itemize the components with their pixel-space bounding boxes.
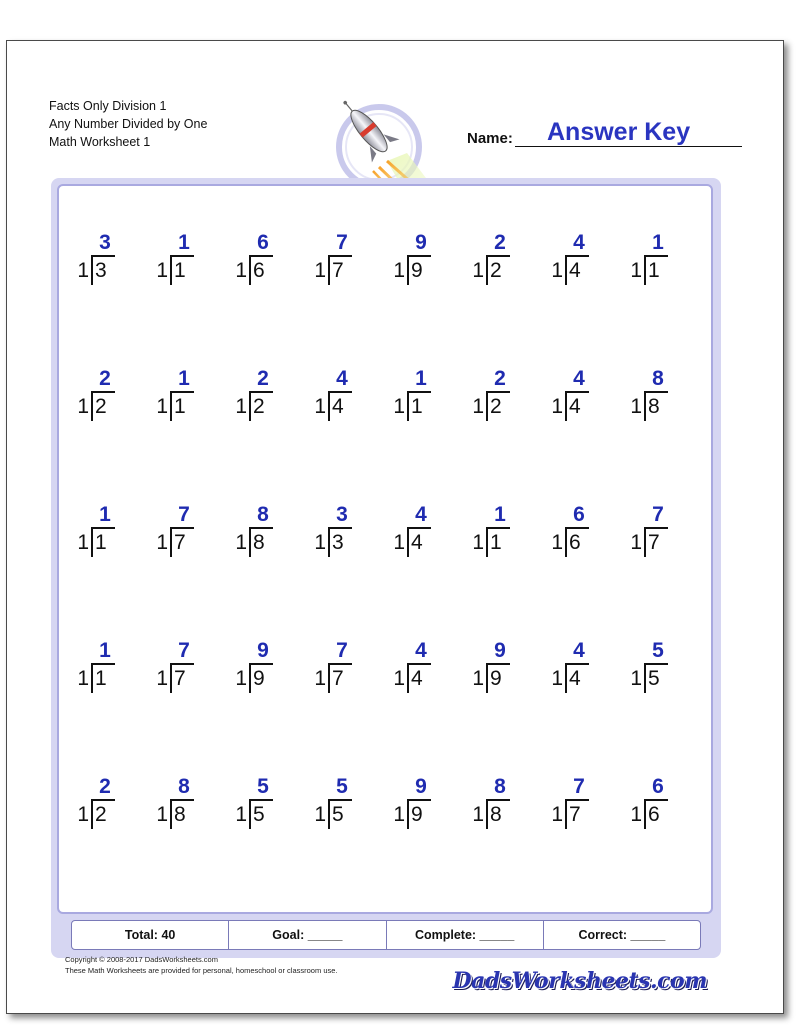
score-total: Total: 40 bbox=[72, 921, 229, 949]
division-problem bbox=[389, 504, 449, 564]
division-problem bbox=[468, 368, 528, 428]
worksheet-header bbox=[49, 97, 207, 151]
score-correct[interactable]: Correct: _____ bbox=[578, 928, 666, 942]
division-problem bbox=[231, 504, 291, 564]
dividend: 5 bbox=[253, 803, 265, 826]
quotient-answer: 1 bbox=[652, 231, 664, 254]
quotient-answer: 7 bbox=[178, 639, 190, 662]
divisor: 1 bbox=[77, 259, 89, 282]
quotient-answer: 4 bbox=[415, 503, 427, 526]
quotient-answer: 5 bbox=[257, 775, 269, 798]
divisor: 1 bbox=[630, 531, 642, 554]
division-problem bbox=[231, 776, 291, 836]
division-problem bbox=[310, 504, 370, 564]
divisor: 1 bbox=[156, 667, 168, 690]
quotient-answer: 3 bbox=[99, 231, 111, 254]
divisor: 1 bbox=[314, 667, 326, 690]
divisor: 1 bbox=[551, 259, 563, 282]
division-problem bbox=[73, 504, 133, 564]
quotient-answer: 2 bbox=[494, 367, 506, 390]
quotient-answer: 1 bbox=[99, 503, 111, 526]
dividend: 2 bbox=[95, 803, 107, 826]
dividend: 9 bbox=[411, 259, 423, 282]
worksheet-title: Facts Only Division 1 bbox=[49, 99, 167, 113]
division-problem bbox=[547, 368, 607, 428]
dividend: 2 bbox=[253, 395, 265, 418]
divisor: 1 bbox=[472, 667, 484, 690]
division-problem bbox=[310, 232, 370, 292]
divisor: 1 bbox=[235, 803, 247, 826]
problem-row bbox=[73, 368, 693, 504]
dividend: 2 bbox=[95, 395, 107, 418]
divisor: 1 bbox=[77, 803, 89, 826]
division-problem bbox=[73, 776, 133, 836]
divisor: 1 bbox=[156, 803, 168, 826]
division-problem bbox=[231, 368, 291, 428]
divisor: 1 bbox=[314, 531, 326, 554]
divisor: 1 bbox=[156, 531, 168, 554]
division-problem bbox=[547, 232, 607, 292]
divisor: 1 bbox=[77, 531, 89, 554]
quotient-answer: 4 bbox=[573, 231, 585, 254]
dividend: 3 bbox=[332, 531, 344, 554]
problem-grid bbox=[73, 232, 693, 912]
dividend: 8 bbox=[174, 803, 186, 826]
division-problem bbox=[310, 640, 370, 700]
dividend: 4 bbox=[332, 395, 344, 418]
quotient-answer: 4 bbox=[573, 639, 585, 662]
divisor: 1 bbox=[314, 803, 326, 826]
dividend: 6 bbox=[253, 259, 265, 282]
divisor: 1 bbox=[551, 395, 563, 418]
dividend: 9 bbox=[253, 667, 265, 690]
dividend: 5 bbox=[332, 803, 344, 826]
dividend: 1 bbox=[648, 259, 660, 282]
dividend: 1 bbox=[490, 531, 502, 554]
divisor: 1 bbox=[472, 531, 484, 554]
divisor: 1 bbox=[551, 667, 563, 690]
quotient-answer: 1 bbox=[415, 367, 427, 390]
dividend: 8 bbox=[648, 395, 660, 418]
dividend: 5 bbox=[648, 667, 660, 690]
divisor: 1 bbox=[156, 395, 168, 418]
divisor: 1 bbox=[630, 667, 642, 690]
dividend: 1 bbox=[411, 395, 423, 418]
quotient-answer: 2 bbox=[257, 367, 269, 390]
problem-row bbox=[73, 232, 693, 368]
division-problem bbox=[547, 504, 607, 564]
division-problem bbox=[626, 776, 686, 836]
quotient-answer: 2 bbox=[99, 367, 111, 390]
quotient-answer: 2 bbox=[99, 775, 111, 798]
division-problem bbox=[73, 640, 133, 700]
dividend: 1 bbox=[95, 531, 107, 554]
score-complete[interactable]: Complete: _____ bbox=[387, 921, 544, 949]
dividend: 9 bbox=[411, 803, 423, 826]
dividend: 2 bbox=[490, 395, 502, 418]
division-problem bbox=[468, 776, 528, 836]
copyright-block bbox=[65, 954, 338, 976]
answer-key-label: Answer Key bbox=[547, 118, 691, 146]
division-problem bbox=[626, 504, 686, 564]
name-field[interactable] bbox=[467, 113, 742, 147]
division-problem bbox=[468, 504, 528, 564]
quotient-answer: 6 bbox=[257, 231, 269, 254]
division-problem bbox=[626, 640, 686, 700]
divisor: 1 bbox=[77, 395, 89, 418]
division-problem bbox=[389, 232, 449, 292]
problem-row bbox=[73, 504, 693, 640]
division-problem bbox=[73, 368, 133, 428]
quotient-answer: 9 bbox=[415, 775, 427, 798]
division-problem bbox=[389, 368, 449, 428]
dividend: 1 bbox=[174, 395, 186, 418]
dividend: 7 bbox=[174, 667, 186, 690]
division-problem bbox=[231, 640, 291, 700]
dividend: 2 bbox=[490, 259, 502, 282]
division-problem bbox=[468, 232, 528, 292]
divisor: 1 bbox=[393, 667, 405, 690]
quotient-answer: 8 bbox=[494, 775, 506, 798]
quotient-answer: 1 bbox=[178, 367, 190, 390]
quotient-answer: 6 bbox=[573, 503, 585, 526]
quotient-answer: 6 bbox=[652, 775, 664, 798]
divisor: 1 bbox=[393, 395, 405, 418]
dividend: 1 bbox=[174, 259, 186, 282]
divisor: 1 bbox=[235, 395, 247, 418]
score-bar bbox=[71, 920, 701, 950]
division-problem bbox=[626, 232, 686, 292]
quotient-answer: 4 bbox=[336, 367, 348, 390]
division-problem bbox=[73, 232, 133, 292]
division-problem bbox=[231, 232, 291, 292]
worksheet-number: Math Worksheet 1 bbox=[49, 135, 151, 149]
quotient-answer: 5 bbox=[336, 775, 348, 798]
dividend: 6 bbox=[648, 803, 660, 826]
divisor: 1 bbox=[393, 803, 405, 826]
dividend: 8 bbox=[253, 531, 265, 554]
quotient-answer: 7 bbox=[336, 639, 348, 662]
dividend: 4 bbox=[411, 531, 423, 554]
division-problem bbox=[152, 368, 212, 428]
name-label: Name: bbox=[467, 130, 513, 147]
dividend: 7 bbox=[332, 259, 344, 282]
division-problem bbox=[547, 776, 607, 836]
quotient-answer: 9 bbox=[415, 231, 427, 254]
divisor: 1 bbox=[156, 259, 168, 282]
quotient-answer: 8 bbox=[652, 367, 664, 390]
quotient-answer: 4 bbox=[415, 639, 427, 662]
quotient-answer: 1 bbox=[494, 503, 506, 526]
division-problem bbox=[152, 504, 212, 564]
divisor: 1 bbox=[235, 259, 247, 282]
worksheet-page bbox=[6, 40, 784, 1014]
problems-panel-inner bbox=[57, 184, 713, 914]
dividend: 6 bbox=[569, 531, 581, 554]
division-problem bbox=[152, 232, 212, 292]
dividend: 8 bbox=[490, 803, 502, 826]
division-problem bbox=[152, 776, 212, 836]
quotient-answer: 7 bbox=[336, 231, 348, 254]
copyright-text: Copyright © 2008-2017 DadsWorksheets.com bbox=[65, 955, 218, 964]
quotient-answer: 4 bbox=[573, 367, 585, 390]
divisor: 1 bbox=[472, 259, 484, 282]
quotient-answer: 8 bbox=[257, 503, 269, 526]
problem-row bbox=[73, 776, 693, 912]
divisor: 1 bbox=[551, 803, 563, 826]
divisor: 1 bbox=[235, 531, 247, 554]
quotient-answer: 7 bbox=[573, 775, 585, 798]
quotient-answer: 3 bbox=[336, 503, 348, 526]
divisor: 1 bbox=[472, 803, 484, 826]
quotient-answer: 7 bbox=[178, 503, 190, 526]
score-goal[interactable]: Goal: _____ bbox=[229, 921, 386, 949]
problem-row bbox=[73, 640, 693, 776]
division-problem bbox=[310, 776, 370, 836]
divisor: 1 bbox=[393, 531, 405, 554]
brand-logo: DadsWorksheets.com bbox=[452, 968, 707, 994]
dividend: 9 bbox=[490, 667, 502, 690]
divisor: 1 bbox=[393, 259, 405, 282]
division-problem bbox=[389, 640, 449, 700]
usage-note: These Math Worksheets are provided for personal, homeschool or classroom use. bbox=[65, 966, 338, 975]
divisor: 1 bbox=[630, 395, 642, 418]
quotient-answer: 9 bbox=[257, 639, 269, 662]
divisor: 1 bbox=[630, 259, 642, 282]
divisor: 1 bbox=[630, 803, 642, 826]
dividend: 7 bbox=[569, 803, 581, 826]
dividend: 3 bbox=[95, 259, 107, 282]
quotient-answer: 2 bbox=[494, 231, 506, 254]
dividend: 7 bbox=[332, 667, 344, 690]
problems-panel bbox=[51, 178, 721, 994]
division-problem bbox=[547, 640, 607, 700]
dividend: 7 bbox=[648, 531, 660, 554]
dividend: 4 bbox=[569, 667, 581, 690]
quotient-answer: 5 bbox=[652, 639, 664, 662]
division-problem bbox=[310, 368, 370, 428]
divisor: 1 bbox=[314, 259, 326, 282]
quotient-answer: 7 bbox=[652, 503, 664, 526]
divisor: 1 bbox=[551, 531, 563, 554]
dividend: 4 bbox=[411, 667, 423, 690]
quotient-answer: 1 bbox=[99, 639, 111, 662]
quotient-answer: 8 bbox=[178, 775, 190, 798]
division-problem bbox=[389, 776, 449, 836]
divisor: 1 bbox=[472, 395, 484, 418]
dividend: 4 bbox=[569, 395, 581, 418]
division-problem bbox=[626, 368, 686, 428]
quotient-answer: 9 bbox=[494, 639, 506, 662]
quotient-answer: 1 bbox=[178, 231, 190, 254]
worksheet-subtitle: Any Number Divided by One bbox=[49, 117, 208, 131]
divisor: 1 bbox=[314, 395, 326, 418]
division-problem bbox=[468, 640, 528, 700]
division-problem bbox=[152, 640, 212, 700]
dividend: 7 bbox=[174, 531, 186, 554]
dividend: 4 bbox=[569, 259, 581, 282]
divisor: 1 bbox=[77, 667, 89, 690]
divisor: 1 bbox=[235, 667, 247, 690]
dividend: 1 bbox=[95, 667, 107, 690]
